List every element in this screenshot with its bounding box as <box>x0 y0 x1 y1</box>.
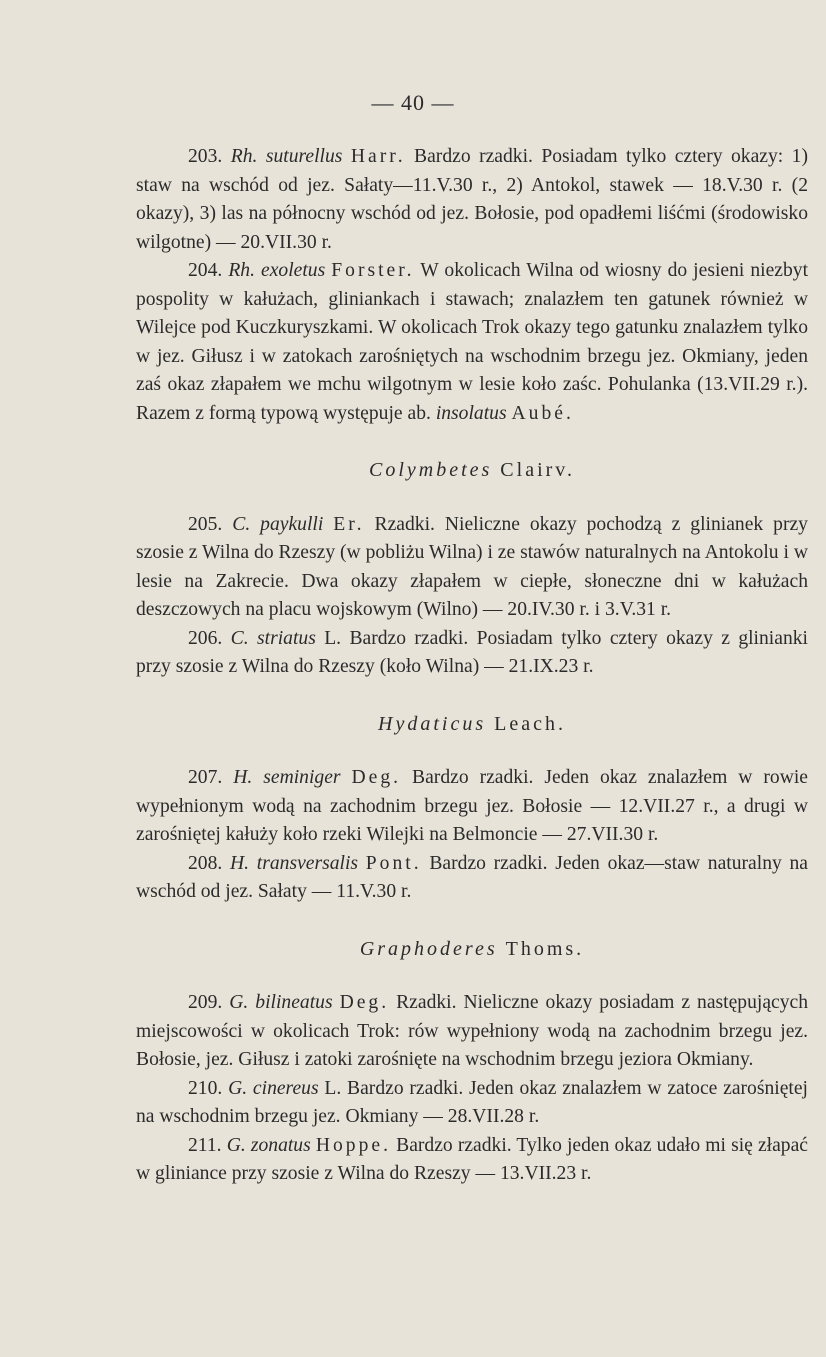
entry-number: 211. <box>188 1134 222 1156</box>
species-name: H. seminiger <box>233 767 341 788</box>
genus-author: Clairv. <box>500 459 575 481</box>
species-name: C. paykulli <box>232 513 324 535</box>
entry-number: 209. <box>188 992 223 1013</box>
entry-text: Rzadki. Nieliczne okazy pochodzą z glinianek przy szosie z Wilna do Rzeszy (w pobliżu Wilna) i ze stawów naturalnych na Antokolu i w lesie na Zakrecie. Dwa okazy złapałem w ciepłe, słoneczne dni w kałużach deszczowych na placu wojskowym (Wilno) — 20.IV.30 r. i 3.V.31 r. <box>136 513 808 620</box>
genus-heading-hydaticus <box>136 710 808 739</box>
species-name: Rh. exoletus <box>228 260 326 281</box>
species-name: C. striatus <box>230 627 316 649</box>
entry-number: 210. <box>188 1077 223 1099</box>
entry-number: 204. <box>188 260 223 281</box>
species-name: Rh. suturellus <box>230 146 343 167</box>
species-entry-205 <box>136 511 808 625</box>
genus-author: Leach. <box>494 712 566 735</box>
entry-number: 207. <box>188 767 223 788</box>
entry-text: W okolicach Wilna od wiosny do jesieni niezbyt pospolity w kałużach, gliniankach i stawach; znalazłem ten gatunek również w Wilejce pod Kuczkuryszkami. W okolicach Trok okazy tego gatunku znalazłem tylko w jez. Giłusz i w zatokach zarośniętych na wschodnim brzegu jez. Okmiany, jeden zaś okaz złapałem we mchu wilgotnym w lesie koło zaśc. Pohulanka (13.VII.29 r.). Razem z formą typową występuje ab. <box>136 260 809 424</box>
species-name: G. zonatus <box>226 1134 311 1156</box>
page-number: — 40 — <box>371 90 455 115</box>
genus-name: Graphoderes <box>359 937 498 960</box>
entry-text: Bardzo rzadki. Tylko jeden okaz udało mi się złapać w gliniance przy szosie z Wilna do Rzeszy — 13.VII.23 r. <box>136 1134 808 1184</box>
entry-text: Bardzo rzadki. Posiadam tylko cztery okazy: 1) staw na wschód od jez. Sałaty—11.V.30 r., 2) Antokol, stawek — 18.V.30 r. (2 okazy), 3) las na północny wschód od jez. Bołosie, pod opadłemi liśćmi (środowisko wilgotne) — 20.VII.30 r. <box>136 146 809 253</box>
species-author: L. <box>324 1077 342 1099</box>
aberration-author: Aubé. <box>511 402 574 424</box>
species-entry-207 <box>136 764 808 850</box>
species-author: Er. <box>333 513 365 535</box>
entry-text: Rzadki. Nieliczne okazy posiadam z następujących miejscowości w okolicach Trok: rów wypełniony wodą na zachodnim brzegu jez. Bołosie, jez. Giłusz i zatoki zarośnięte na wschodnim brzegu jeziora Okmiany. <box>136 992 809 1070</box>
species-author: Pont. <box>365 852 422 874</box>
species-entry-208 <box>136 850 808 907</box>
species-author: L. <box>324 627 342 649</box>
document-body <box>136 143 808 1189</box>
species-name: H. transversalis <box>230 852 359 874</box>
species-entry-206 <box>136 625 808 682</box>
genus-name: Hydaticus <box>378 712 487 735</box>
aberration-name: insolatus <box>435 402 507 424</box>
entry-text: Bardzo rzadki. Posiadam tylko cztery okazy z glinianki przy szosie z Wilna do Rzeszy (koło Wilna) — 21.IX.23 r. <box>136 627 808 677</box>
entry-number: 206. <box>188 627 223 649</box>
entry-text: Bardzo rzadki. Jeden okaz znalazłem w rowie wypełnionym wodą na zachodnim brzegu jez. Bołosie — 12.VII.27 r., a drugi w zarośniętej kałuży koło rzeki Wilejki na Belmoncie — 27.VII.30 r. <box>136 767 808 845</box>
species-name: G. bilineatus <box>229 992 333 1013</box>
entry-number: 205. <box>188 513 223 535</box>
species-name: G. cinereus <box>228 1077 319 1099</box>
entry-text: Bardzo rzadki. Jeden okaz—staw naturalny na wschód od jez. Sałaty — 11.V.30 r. <box>136 852 808 902</box>
species-entry-203 <box>136 143 808 257</box>
species-author: Forster. <box>331 260 415 281</box>
entry-number: 203. <box>188 146 223 167</box>
species-author: Harr. <box>350 146 406 167</box>
species-author: Deg. <box>351 767 402 788</box>
species-entry-204 <box>136 257 808 428</box>
genus-name: Colymbetes <box>368 459 493 481</box>
entry-number: 208. <box>188 852 223 874</box>
genus-heading-graphoderes <box>136 935 808 964</box>
genus-heading-colymbetes <box>136 456 808 485</box>
species-author: Hoppe. <box>315 1134 391 1156</box>
species-entry-209 <box>136 989 808 1075</box>
species-author: Deg. <box>339 992 390 1013</box>
genus-author: Thoms. <box>505 937 585 960</box>
entry-text: Bardzo rzadki. Jeden okaz znalazłem w zatoce zarośniętej na wschodnim brzegu jez. Okmiany — 28.VII.28 r. <box>136 1077 809 1127</box>
species-entry-210 <box>136 1075 808 1132</box>
species-entry-211 <box>136 1132 808 1189</box>
